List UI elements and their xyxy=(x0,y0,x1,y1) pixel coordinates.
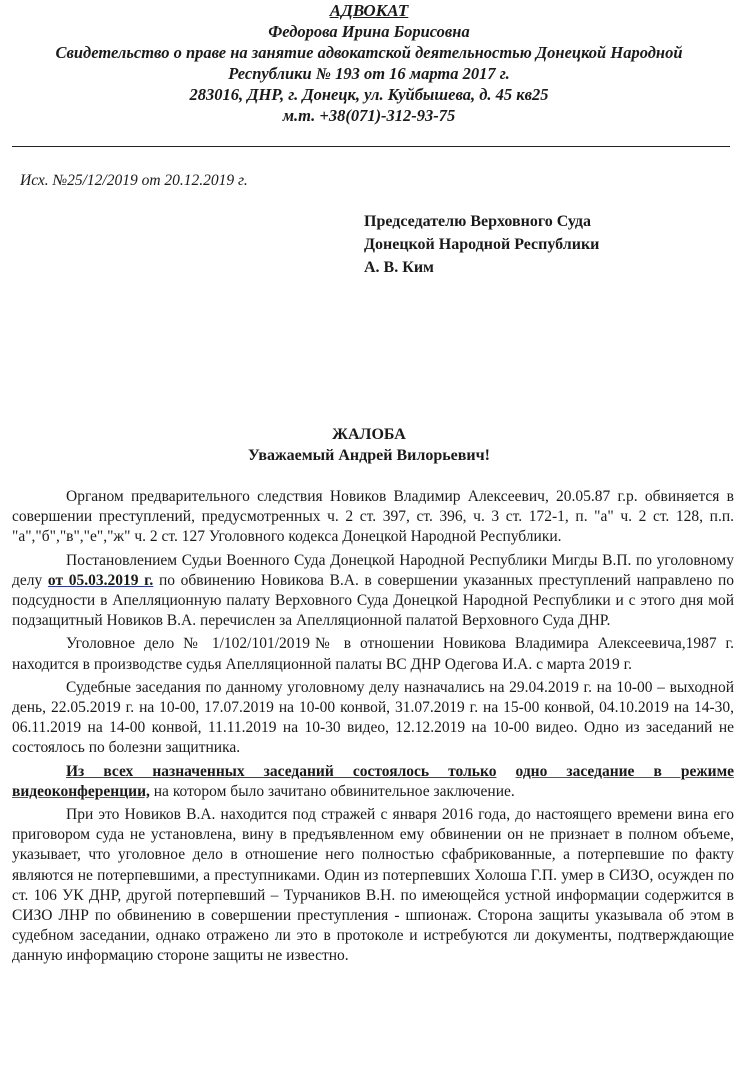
address: 283016, ДНР, г. Донецк, ул. Куйбышева, д. 45 кв25 xyxy=(189,85,549,104)
paragraph-2 xyxy=(12,551,734,632)
outgoing-reference: Исх. №25/12/2019 от 20.12.2019 г. xyxy=(20,172,248,189)
paragraph-6: При это Новиков В.А. находится под стражей с января 2016 года, до настоящего времени вина его приговором суда не установлена, вину в предъявленном ему обвинении он не признает в полном объеме, указывает, что уголовное дело в отношение него полностью сфабрикованные, а потерпевшие по факту являются не потерпевшими, а преступниками. Один из потерпевших Холоша Г.П. умер в СИЗО, осужден по ст. 106 УК ДНР, другой потерпевший – Турчаников В.Н. по имеющейся устной информации содержится в СИЗО ЛНР по обвинению в совершении преступления - шпионаж. Сторона защиты указывала об этом в судебном заседании, однако отражено ли это в протоколе и истребуются ли документы, подтверждающие данную информацию стороне защиты не известно. xyxy=(12,806,734,965)
highlighted-date: от 05.03.2019 г. xyxy=(47,571,154,589)
paragraph-1: Органом предварительного следствия Новиков Владимир Алексеевич, 20.05.87 г.р. обвиняется в совершении преступлений, предусмотренных ч. 2 ст. 397, ст. 396, ч. 3 ст. 172-1, п. "а" ч. 2 ст. 128, п.п. "а","б","в","е","ж" ч. 2 ст. 127 Уголовного кодекса Донецкой Народной Республики. xyxy=(12,488,734,546)
salutation: Уважаемый Андрей Вилорьевич! xyxy=(247,447,490,464)
header-divider xyxy=(12,146,730,147)
paragraph-2-end: по обвинению Новикова В.А. в совершении указанных преступлений направлено по подсудности в Апелляционную палату Верховного Суда Донецкой Народной Республики и с этого дня мой подзащитный Новиков В.А. перечислен за Апелляционной палатой Верховного Суда ДНР. xyxy=(12,571,734,630)
paragraph-3: Уголовное дело № 1/102/101/2019№ в отношении Новикова Владимира Алексеевича,1987 г. находится в производстве судья Апелляционной палаты ВС ДНР Одегова И.А. с марта 2019 г. xyxy=(12,635,734,673)
addressee-block xyxy=(364,210,599,279)
phone: м.т. +38(071)-312-93-75 xyxy=(282,106,456,125)
letterhead xyxy=(0,0,738,126)
paragraph-2-start: Постановлением Судьи Военного Суда Донецкой Народной Республики Мигды В.П. по уголовному делу xyxy=(12,551,734,589)
letterhead-title: АДВОКАТ xyxy=(329,1,409,20)
title-block xyxy=(0,424,738,466)
addressee-line-1: Председателю Верховного Суда xyxy=(364,213,591,230)
highlighted-sentence-part-1: Из всех назначенных заседаний состоялось только xyxy=(66,762,497,780)
paragraph-5 xyxy=(12,762,734,802)
paragraph-5-end: на котором было зачитано обвинительное заключение. xyxy=(149,782,515,800)
lawyer-name: Федорова Ирина Борисовна xyxy=(268,22,470,41)
paragraph-4: Судебные заседания по данному уголовному делу назначались на 29.04.2019 г. на 10-00 – выходной день, 22.05.2019 г. на 10-00, 17.07.2019 на 10-00 конвой, 31.07.2019 г. на 15-00 конвой, 04.10.2019 на 14-30, 06.11.2019 на 14-00 конвой, 11.11.2019 на 10-30 видео, 12.12.2019 на 10-00 видео. Одно из заседаний не состоялось по болезни защитника. xyxy=(12,678,734,757)
addressee-line-3: А. В. Ким xyxy=(364,259,434,276)
document-title: ЖАЛОБА xyxy=(332,426,406,443)
highlighted-sentence-part-2: одно заседание в режиме видеоконференции, xyxy=(12,762,735,800)
document-body xyxy=(12,487,734,970)
addressee-line-2: Донецкой Народной Республики xyxy=(364,236,600,253)
certificate-line-2: Республики № 193 от 16 марта 2017 г. xyxy=(228,64,510,83)
certificate-line-1: Свидетельство о праве на занятие адвокатской деятельностью Донецкой Народной xyxy=(55,43,683,62)
